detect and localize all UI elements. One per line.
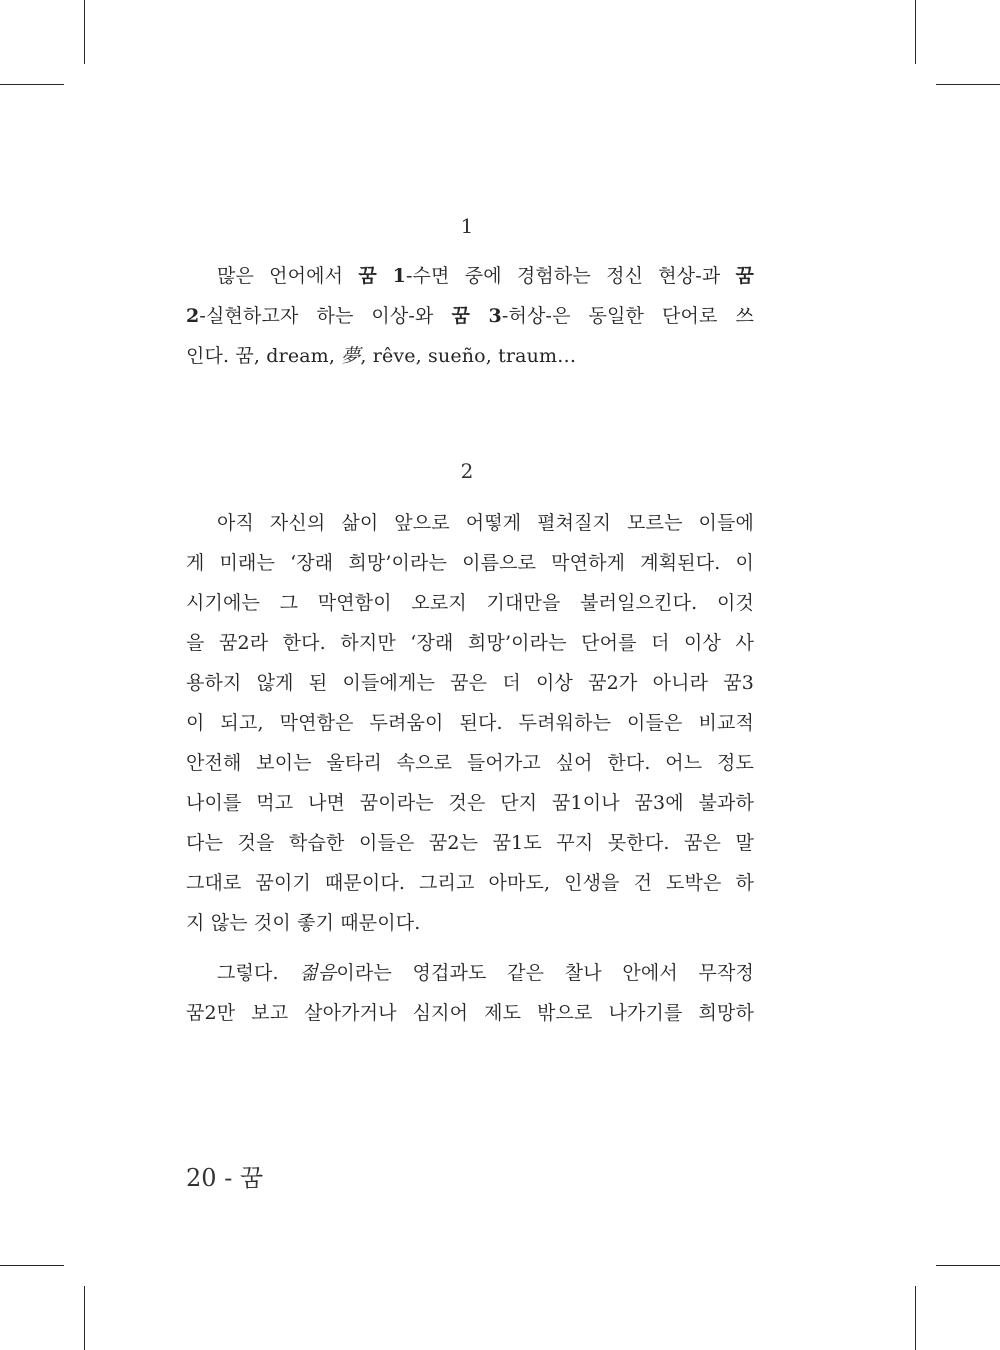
- paragraph-line: 2-실현하고자 하는 이상-와 꿈 3-허상-은 동일한 단어로 쓰: [186, 305, 754, 327]
- paragraph-line: 나이를 먹고 나면 꿈이라는 것은 단지 꿈1이나 꿈3에 불과하: [186, 792, 754, 814]
- paragraph-line: 아직 자신의 삶이 앞으로 어떻게 펼쳐질지 모르는 이들에: [217, 512, 754, 534]
- crop-mark-bottom-right-horizontal: [936, 1265, 1000, 1266]
- section-2-body: [186, 503, 754, 1033]
- chapter-title: 꿈: [239, 1164, 264, 1192]
- page-number: 20: [186, 1164, 217, 1192]
- paragraph-line: 그대로 꿈이기 때문이다. 그리고 아마도, 인생을 건 도박은 하: [186, 872, 754, 894]
- crop-mark-bottom-left-vertical: [84, 1286, 85, 1350]
- crop-mark-bottom-left-horizontal: [0, 1265, 64, 1266]
- section-2-paragraph-1: [186, 503, 754, 943]
- section-number-2: 2: [460, 459, 474, 483]
- section-1-paragraph: [186, 256, 754, 376]
- paragraph-line: 용하지 않게 된 이들에게는 꿈은 더 이상 꿈2가 아니라 꿈3: [186, 672, 754, 694]
- paragraph-line: 많은 언어에서 꿈 1-수면 중에 경험하는 정신 현상-과 꿈: [217, 265, 754, 287]
- page-footer: [186, 1158, 263, 1193]
- crop-mark-top-right-horizontal: [936, 84, 1000, 85]
- crop-mark-top-left-vertical: [84, 0, 85, 64]
- paragraph-line: 이 되고, 막연함은 두려움이 된다. 두려워하는 이들은 비교적: [186, 712, 754, 734]
- paragraph-line: 게 미래는 ‘장래 희망’이라는 이름으로 막연하게 계획된다. 이: [186, 552, 754, 574]
- paragraph-line: 그렇다. 젊음이라는 영겁과도 같은 찰나 안에서 무작정: [217, 962, 754, 984]
- paragraph-line: 다는 것을 학습한 이들은 꿈2는 꿈1도 꾸지 못한다. 꿈은 말: [186, 832, 754, 854]
- paragraph-line: 시기에는 그 막연함이 오로지 기대만을 불러일으킨다. 이것: [186, 592, 754, 614]
- crop-mark-bottom-right-vertical: [915, 1286, 916, 1350]
- paragraph-line: 안전해 보이는 울타리 속으로 들어가고 싶어 한다. 어느 정도: [186, 752, 754, 774]
- section-number-1: 1: [460, 214, 474, 238]
- crop-mark-top-right-vertical: [915, 0, 916, 64]
- paragraph-line: 꿈2만 보고 살아가거나 심지어 제도 밖으로 나가기를 희망하: [186, 1002, 754, 1024]
- section-2-paragraph-2: [186, 953, 754, 1033]
- paragraph-line: 인다. 꿈, dream, 夢, rêve, sueño, traum…: [186, 345, 577, 367]
- footer-separator: -: [224, 1164, 233, 1192]
- crop-mark-top-left-horizontal: [0, 84, 64, 85]
- paragraph-line: 을 꿈2라 한다. 하지만 ‘장래 희망’이라는 단어를 더 이상 사: [186, 632, 754, 654]
- paragraph-line: 지 않는 것이 좋기 때문이다.: [186, 912, 421, 934]
